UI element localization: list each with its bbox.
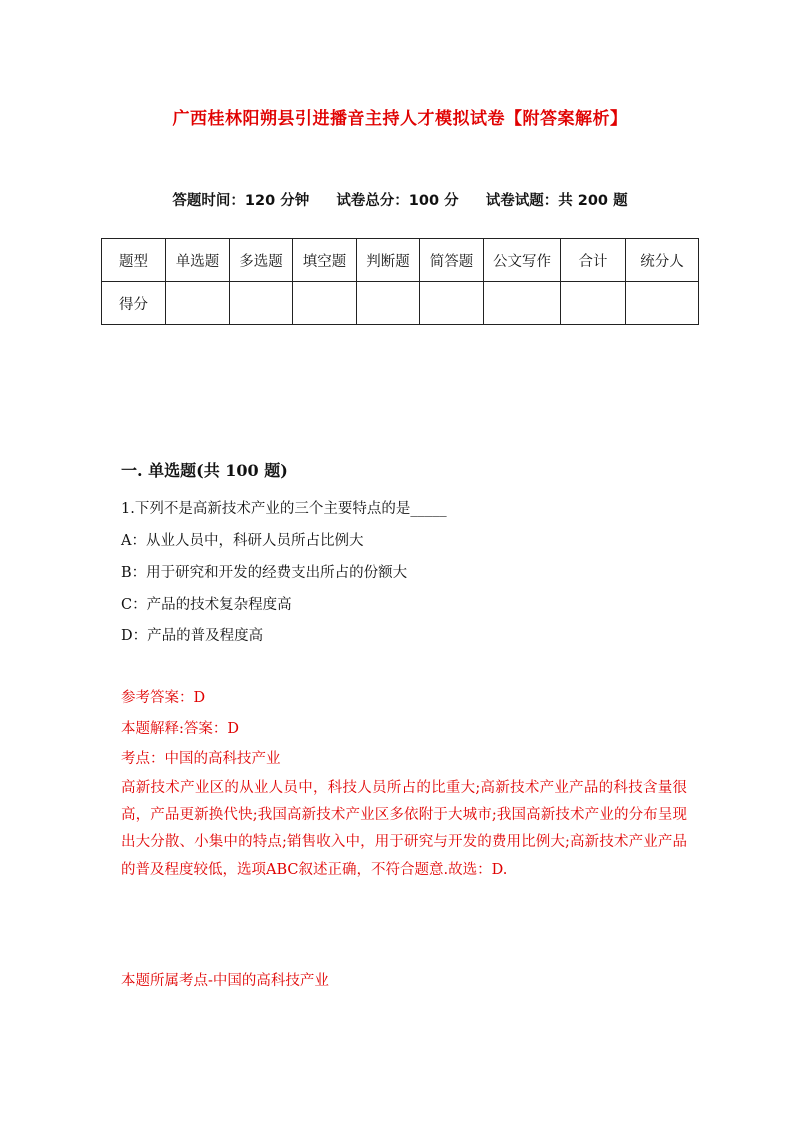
score-cell xyxy=(357,282,420,325)
exam-meta xyxy=(0,189,800,210)
exam-time: 答题时间：120 分钟 xyxy=(172,193,310,209)
score-cell xyxy=(561,282,626,325)
score-cell xyxy=(293,282,357,325)
score-table-header: 题型 xyxy=(102,239,166,282)
option-b: B：用于研究和开发的经费支出所占的份额大 xyxy=(121,565,408,581)
option-a: A：从业人员中，科研人员所占比例大 xyxy=(121,533,364,549)
explanation-text: 高新技术产业区的从业人员中，科技人员所占的比重大;高新技术产业产品的科技含量很高，产品更新换代快;我国高新技术产业区多依附于大城市;我国高新技术产业的分布呈现出大分散、小集中的特点;销售收入中，用于研究与开发的费用比例大;高新技术产业产品的普及程度较低，选项ABC叙述正确，不符合题意.故选：D. xyxy=(121,780,687,878)
score-table-header: 公文写作 xyxy=(484,239,561,282)
score-table-header: 统分人 xyxy=(626,239,699,282)
score-cell xyxy=(166,282,230,325)
score-cell xyxy=(626,282,699,325)
score-table-header: 填空题 xyxy=(293,239,357,282)
score-table xyxy=(101,238,699,325)
section-title: 一. 单选题(共 100 题) xyxy=(121,461,288,480)
reference-answer: 参考答案：D xyxy=(121,690,206,706)
score-table-header-row xyxy=(102,239,699,282)
score-cell xyxy=(420,282,484,325)
score-table-header: 简答题 xyxy=(420,239,484,282)
question-stem: 1.下列不是高新技术产业的三个主要特点的是_____ xyxy=(121,501,447,517)
kaodian: 考点：中国的高科技产业 xyxy=(121,751,281,767)
score-table-score-row xyxy=(102,282,699,325)
score-cell xyxy=(484,282,561,325)
document-title: 广西桂林阳朔县引进播音主持人才模拟试卷【附答案解析】 xyxy=(172,109,628,129)
score-cell xyxy=(230,282,293,325)
score-table-header: 合计 xyxy=(561,239,626,282)
score-table-header: 单选题 xyxy=(166,239,230,282)
option-c: C：产品的技术复杂程度高 xyxy=(121,597,292,613)
belongs-kaodian: 本题所属考点-中国的高科技产业 xyxy=(121,973,329,989)
explanation-label: 本题解释:答案：D xyxy=(121,721,240,737)
option-d: D：产品的普及程度高 xyxy=(121,628,264,644)
exam-question-count: 试卷试题：共 200 题 xyxy=(485,193,628,209)
score-row-label: 得分 xyxy=(102,282,166,325)
score-table-header: 多选题 xyxy=(230,239,293,282)
score-table-header: 判断题 xyxy=(357,239,420,282)
exam-total-score: 试卷总分：100 分 xyxy=(336,193,459,209)
